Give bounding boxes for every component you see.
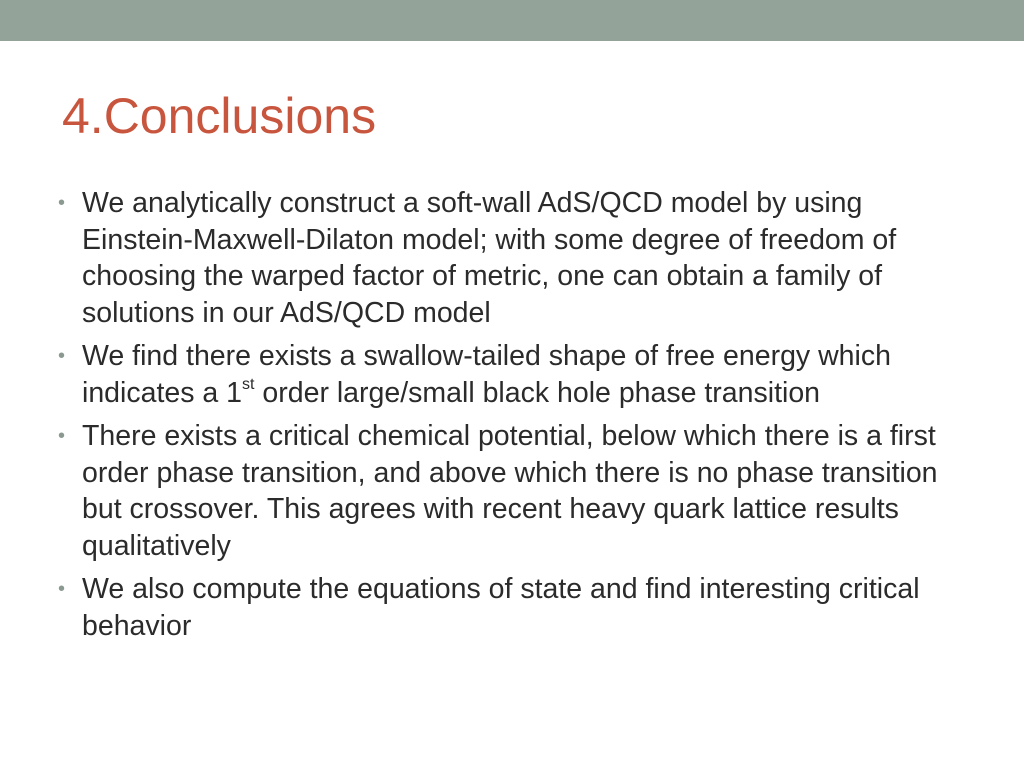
header-bar — [0, 0, 1024, 41]
bullet-item — [58, 185, 978, 331]
bullet-dot-icon: • — [58, 192, 66, 214]
slide-title: 4.Conclusions — [62, 88, 377, 144]
bullet-dot-icon: • — [58, 578, 66, 600]
bullet-list — [58, 185, 978, 651]
bullet-text: We analytically construct a soft-wall AdS/QCD model by using Einstein-Maxwell-Dilaton model; with some degree of freedom of choosing the warped factor of metric, one can obtain a family of solutions in our AdS/QCD model — [82, 187, 897, 329]
bullet-text-part: order large/small black hole phase transition — [254, 376, 821, 409]
bullet-text: There exists a critical chemical potential, below which there is a first order phase transition, and above which there is no phase transition but crossover. This agrees with recent heavy quark lattice results qualitatively — [82, 420, 938, 562]
bullet-dot-icon: • — [58, 425, 66, 447]
bullet-item — [58, 338, 978, 411]
bullet-text — [82, 340, 891, 409]
bullet-dot-icon: • — [58, 345, 66, 367]
bullet-item — [58, 418, 978, 564]
bullet-text-part: We find there exists a swallow-tailed shape of free energy which indicates a 1 — [82, 340, 891, 409]
ordinal-superscript: st — [242, 376, 255, 393]
bullet-text: We also compute the equations of state and find interesting critical behavior — [82, 573, 920, 642]
bullet-item — [58, 571, 978, 644]
